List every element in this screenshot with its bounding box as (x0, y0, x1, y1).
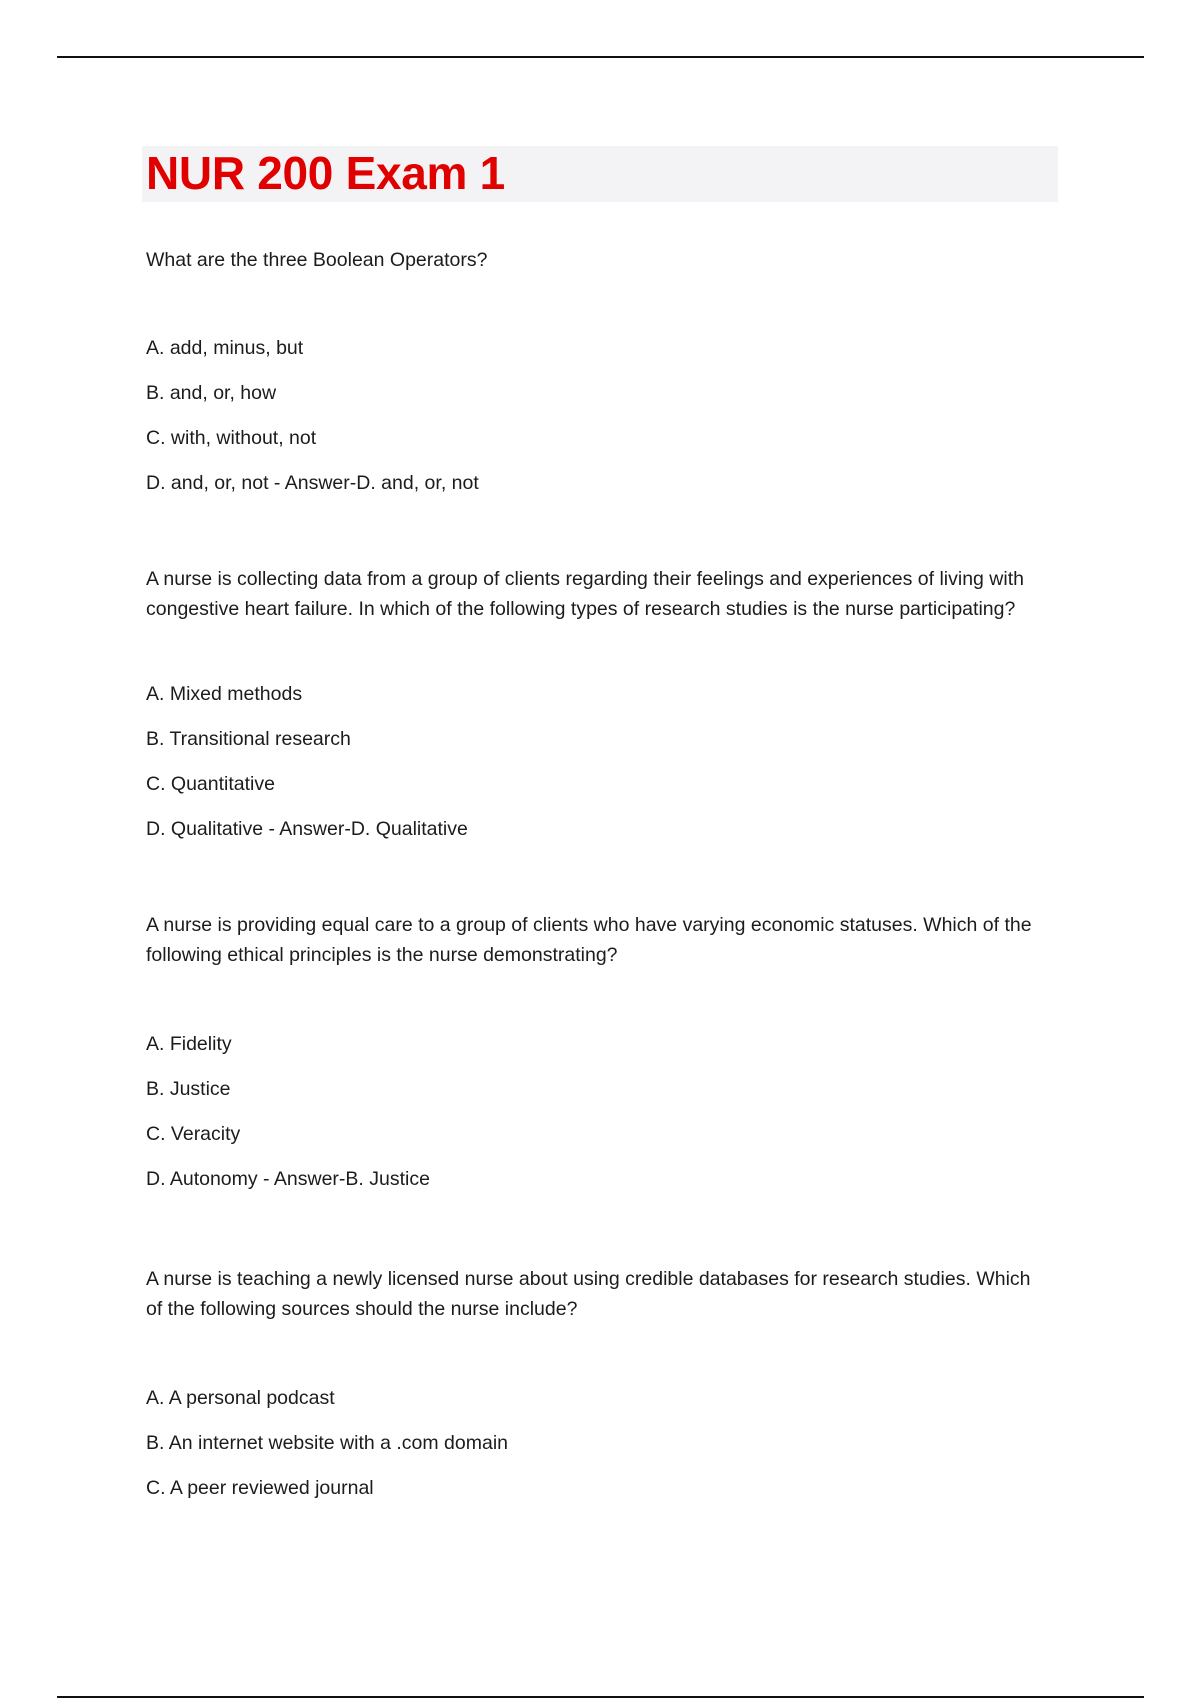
header-rule (57, 56, 1144, 58)
question-block (146, 564, 1046, 841)
answer-option: B. and, or, how (146, 382, 277, 404)
question-text: A nurse is collecting data from a group of clients regarding their feelings and experiences of living with congestive heart failure. In which of the following types of research studies is the nurse participating? (146, 568, 1024, 620)
answer-option: D. Autonomy - Answer-B. Justice (146, 1168, 430, 1190)
answer-option: B. Transitional research (146, 728, 351, 750)
question-text: A nurse is providing equal care to a group of clients who have varying economic statuses. Which of the following ethical principles is the nurse demonstrating? (146, 914, 1032, 966)
answer-options (146, 682, 1046, 841)
question-block (146, 910, 1046, 1191)
document-title: NUR 200 Exam 1 (146, 147, 505, 199)
answer-option: D. Qualitative - Answer-D. Qualitative (146, 818, 468, 840)
answer-option: A. add, minus, but (146, 337, 304, 359)
answer-options (146, 1032, 1046, 1191)
exam-content (146, 245, 1046, 1500)
answer-option: B. An internet website with a .com domain (146, 1432, 509, 1454)
question-text: A nurse is teaching a newly licensed nurse about using credible databases for research studies. Which of the following sources should the nurse include? (146, 1268, 1031, 1320)
answer-option: A. A personal podcast (146, 1387, 335, 1409)
question-text: What are the three Boolean Operators? (146, 249, 488, 271)
answer-option: C. with, without, not (146, 427, 317, 449)
answer-option: D. and, or, not - Answer-D. and, or, not (146, 472, 479, 494)
question-block (146, 1264, 1046, 1500)
answer-option: C. Quantitative (146, 773, 275, 795)
answer-option: A. Fidelity (146, 1033, 232, 1055)
answer-options (146, 1386, 1046, 1500)
footer-rule (57, 1696, 1144, 1698)
answer-option: A. Mixed methods (146, 683, 303, 705)
answer-option: B. Justice (146, 1078, 231, 1100)
answer-option: C. Veracity (146, 1123, 241, 1145)
question-block (146, 245, 1046, 495)
answer-option: C. A peer reviewed journal (146, 1477, 374, 1499)
answer-options (146, 336, 1046, 495)
